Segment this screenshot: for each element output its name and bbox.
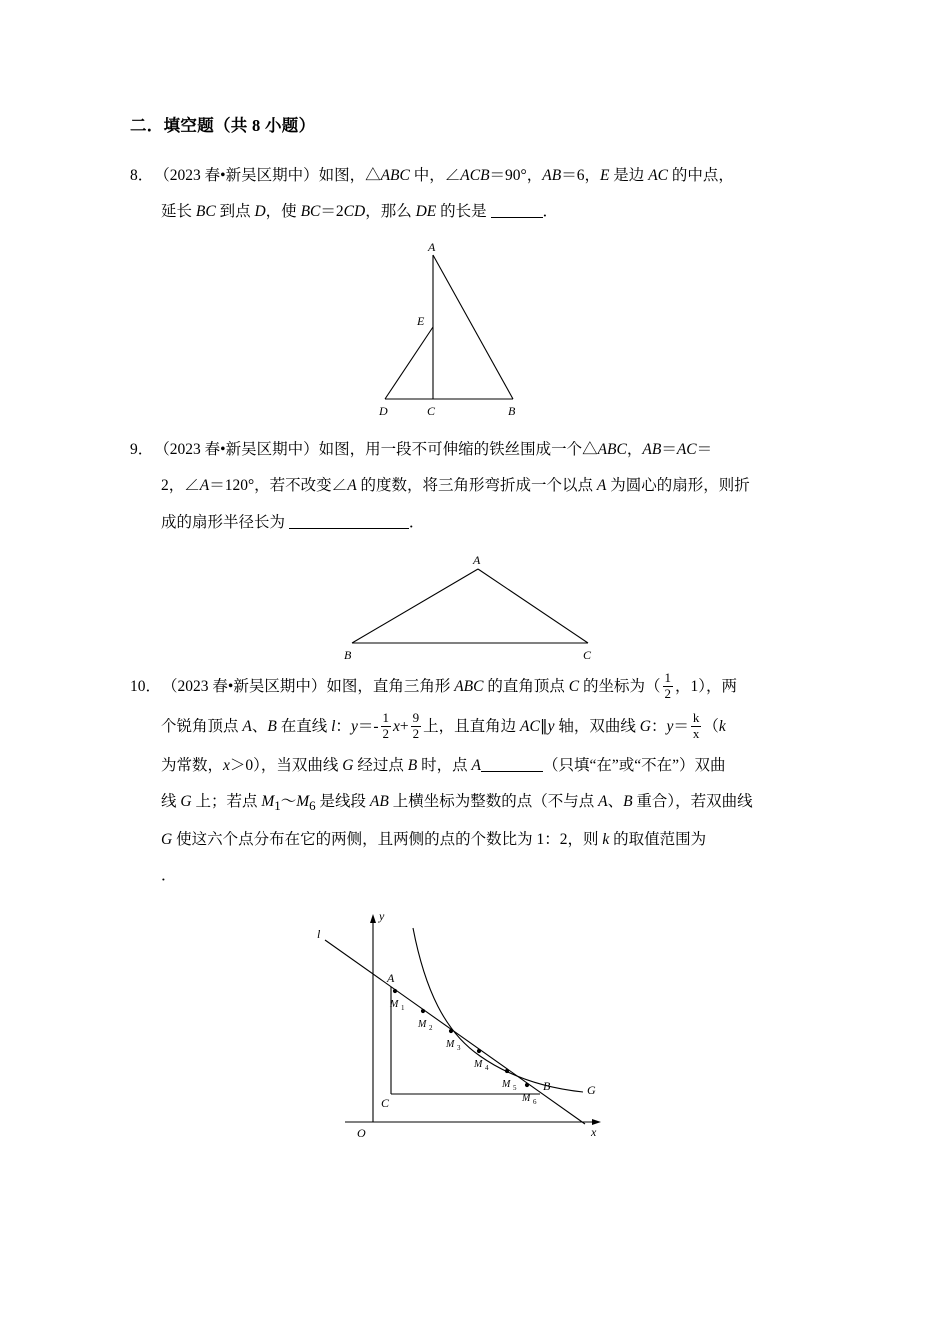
q10-t23: 上；若点: [191, 793, 262, 811]
q10-G2: G: [342, 756, 354, 774]
q10-t5: 个锐角顶点: [161, 718, 243, 736]
q10-t24: ～: [280, 793, 297, 811]
svg-text:M: M: [522, 1093, 531, 1105]
q8-cd: CD: [343, 203, 366, 221]
figure-question-9: [130, 551, 820, 661]
q10-t8: ：: [335, 718, 351, 736]
q8-de: DE: [415, 203, 437, 221]
frac2-den: 2: [382, 726, 389, 742]
q9-t3: ＝: [661, 440, 677, 458]
figure-question-10: [130, 904, 820, 1154]
q10-t10: +: [399, 718, 409, 736]
question-9-text: [154, 432, 820, 468]
q9-t9: 成的扇形半径长为: [161, 513, 289, 531]
q10-abc: ABC: [454, 678, 484, 696]
q8-t9: ，使: [265, 203, 301, 221]
question-9: [130, 432, 820, 661]
q10-t3: 的坐标为（: [579, 678, 661, 696]
q10-t2: 的直角顶点: [483, 678, 569, 696]
q10-t20: 时，点: [417, 756, 472, 774]
question-8: [130, 158, 820, 426]
q10-t19: 经过点: [353, 756, 408, 774]
question-10-number: 10．: [130, 678, 162, 696]
q8-t2: 中，∠: [409, 167, 461, 184]
svg-text:B: B: [344, 648, 352, 662]
q8-t8: 到点: [215, 203, 255, 221]
q10-t11: 上，且直角边: [423, 718, 521, 736]
frac3-num: 9: [412, 710, 420, 726]
svg-text:O: O: [357, 1126, 366, 1141]
frac1-den: 2: [664, 686, 671, 702]
q10-B: B: [267, 718, 277, 736]
q10-t1: 如图，直角三角形: [326, 678, 455, 696]
q10-M1-sub: 1: [274, 798, 281, 814]
q10-t15: ＝: [673, 718, 689, 736]
q8-t6: 的中点，: [668, 167, 734, 184]
q8-abc: ABC: [380, 167, 410, 184]
question-10-line-6: [130, 858, 820, 894]
q8-acb: ACB: [460, 167, 490, 184]
figure-question-8: [130, 241, 820, 426]
question-10-line-2: [130, 707, 820, 747]
frac3-den: 2: [412, 726, 420, 742]
q10-A: A: [242, 718, 252, 736]
q8-bc: BC: [195, 203, 216, 221]
fraction-one-half-2: [381, 711, 392, 742]
q10-t4: ，1），两: [675, 678, 738, 696]
q9-t7: 的度数，将三角形弯折成一个以点: [356, 477, 597, 495]
q10-B3: B: [623, 793, 633, 811]
svg-text:5: 5: [513, 1084, 517, 1093]
q10-kk: k: [718, 718, 726, 736]
q9-t10: ．: [408, 513, 425, 531]
question-8-text: [154, 158, 820, 194]
svg-text:A: A: [428, 240, 436, 254]
fraction-nine-halves: [411, 711, 422, 742]
q10-t16: （: [703, 718, 719, 736]
q9-t5: 2，∠: [161, 477, 200, 495]
q10-t26: 上横坐标为整数的点（不与点: [388, 793, 599, 811]
figure-8-svg: [345, 241, 605, 426]
q10-c: C: [568, 678, 580, 696]
question-10-line-3: [130, 748, 820, 784]
svg-text:M: M: [502, 1079, 511, 1091]
svg-text:M: M: [474, 1059, 483, 1071]
q10-y: y: [350, 718, 358, 736]
q10-x2: x: [223, 756, 230, 774]
q10-t27: 、: [607, 793, 624, 811]
q9-t4: ＝: [696, 440, 713, 458]
svg-text:B: B: [543, 1079, 551, 1094]
q8-t10: ＝2: [320, 203, 344, 221]
q10-A2: A: [471, 756, 481, 774]
q9-t8: 为圆心的扇形，则折: [606, 477, 750, 495]
q10-y2: y: [666, 718, 674, 736]
question-8-source: （2023 春•新吴区期中）: [154, 167, 319, 184]
q10-G3: G: [180, 793, 192, 811]
figure-9-svg: [330, 551, 620, 661]
q10-AB: AB: [369, 793, 389, 811]
answer-blank-9[interactable]: [289, 528, 409, 529]
svg-text:D: D: [379, 403, 388, 418]
question-9-line-2: [130, 468, 820, 504]
q10-k2: k: [602, 830, 610, 848]
q8-t7: 延长: [161, 203, 196, 221]
question-10: [130, 667, 820, 1154]
q8-e: E: [599, 167, 610, 184]
svg-text:x: x: [591, 1125, 597, 1140]
q10-t7: 在直线: [276, 718, 332, 736]
q10-A3: A: [598, 793, 608, 811]
frac2-num: 1: [382, 710, 389, 726]
q9-ac: AC: [676, 440, 697, 458]
figure-10-svg: [295, 904, 655, 1154]
fraction-k-over-x: [691, 711, 702, 742]
section-heading: 二．填空题（共 8 小题）: [130, 116, 316, 135]
q8-t13: ．: [542, 203, 559, 221]
frac1-num: 1: [664, 670, 671, 686]
q9-ab: AB: [642, 440, 662, 458]
q10-M1: M: [261, 793, 275, 811]
question-10-line-4: [130, 784, 820, 821]
svg-text:G: G: [587, 1083, 596, 1098]
svg-text:A: A: [473, 553, 481, 568]
q8-t5: 是边: [609, 167, 649, 184]
q10-M6-sub: 6: [309, 798, 316, 814]
svg-text:M: M: [390, 999, 399, 1011]
svg-text:l: l: [317, 927, 321, 942]
q10-G4: G: [161, 830, 173, 848]
svg-text:C: C: [427, 403, 436, 418]
q8-t11: ，那么: [365, 203, 416, 221]
q10-t6: 、: [251, 718, 268, 736]
q9-A3: A: [596, 477, 607, 495]
svg-text:1: 1: [401, 1004, 405, 1013]
svg-text:6: 6: [533, 1098, 537, 1107]
question-10-line-5: [130, 822, 820, 858]
q10-t18: ＞0），当双曲线: [229, 756, 343, 774]
svg-text:C: C: [583, 648, 592, 662]
svg-text:E: E: [417, 313, 425, 328]
q10-x: x: [393, 718, 400, 736]
svg-text:3: 3: [457, 1044, 461, 1053]
q10-yax: y: [547, 718, 555, 736]
q10-t28: 重合），若双曲线: [632, 793, 753, 811]
svg-text:C: C: [381, 1096, 390, 1111]
svg-text:2: 2: [429, 1024, 433, 1033]
q9-A: A: [199, 477, 210, 495]
q10-t12: ∥: [539, 718, 548, 736]
svg-text:M: M: [418, 1019, 427, 1031]
q8-t3: ＝90°，: [489, 167, 543, 184]
q10-t31: ．: [161, 867, 177, 884]
q8-t1: 如图，△: [318, 167, 381, 184]
q10-t30: 的取值范围为: [609, 830, 707, 848]
question-9-number: 9．: [130, 440, 154, 458]
question-8-line-2: [130, 194, 820, 230]
q10-t13: 轴，双曲线: [554, 718, 640, 736]
svg-text:B: B: [508, 403, 516, 418]
q8-ab: AB: [542, 167, 562, 184]
question-8-number: 8．: [130, 167, 154, 184]
q10-l: l: [331, 718, 336, 736]
question-10-text: [162, 667, 820, 707]
answer-blank-8[interactable]: [491, 217, 543, 218]
q10-G: G: [639, 718, 651, 736]
q8-t4: ＝6，: [561, 167, 600, 184]
question-8-line-1: [130, 158, 820, 194]
q10-t14: ：: [650, 718, 667, 736]
q10-M6: M: [296, 793, 310, 811]
frac4-num: k: [692, 710, 700, 726]
q10-t22: 线: [161, 793, 181, 811]
q10-t25: 是线段: [315, 793, 370, 811]
question-10-line-1: [130, 667, 820, 707]
question-9-line-3: [130, 505, 820, 541]
fraction-one-half-1: [663, 671, 674, 702]
q9-abc: ABC: [597, 440, 627, 458]
q8-ac: AC: [648, 167, 668, 184]
q10-t17: 为常数，: [161, 756, 224, 774]
q8-bc2: BC: [300, 203, 321, 221]
page-content: [130, 112, 820, 1160]
svg-text:M: M: [446, 1039, 455, 1051]
q8-d: D: [254, 203, 266, 221]
q10-B2: B: [407, 756, 418, 774]
svg-text:y: y: [379, 909, 385, 924]
q8-t12: 的长是: [436, 203, 491, 221]
q9-t1: 如图，用一段不可伸缩的铁丝围成一个△: [318, 440, 598, 458]
question-9-line-1: [130, 432, 820, 468]
svg-text:A: A: [387, 971, 395, 986]
q9-t6: ＝120°，若不改变∠: [209, 477, 348, 495]
question-10-source: （2023 春•新吴区期中）: [162, 678, 327, 696]
q10-t29: 使这六个点分布在它的两侧，且两侧的点的个数比为 1：2，则: [172, 830, 603, 848]
q10-t21: （只填“在”或“不在”）双曲: [542, 756, 726, 774]
frac4-den: x: [692, 726, 700, 742]
answer-blank-10-1[interactable]: [481, 771, 543, 772]
q10-t9: ＝-: [357, 718, 379, 736]
q9-t2: ，: [626, 440, 643, 458]
question-9-source: （2023 春•新吴区期中）: [154, 440, 319, 458]
q9-A2: A: [347, 477, 357, 495]
svg-text:4: 4: [485, 1064, 489, 1073]
q10-ac: AC: [520, 718, 540, 736]
